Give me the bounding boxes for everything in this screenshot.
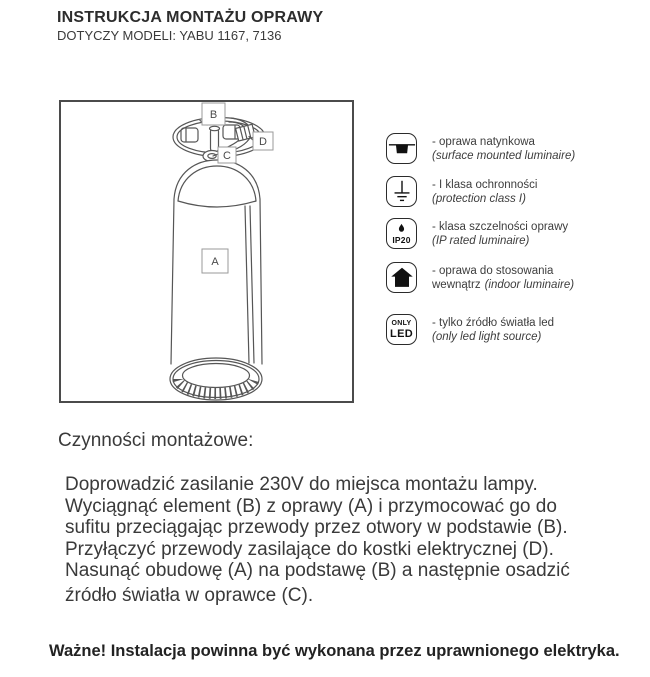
- svg-text:B: B: [209, 109, 218, 121]
- ip20-badge: IP20: [392, 234, 411, 245]
- feature-label-pl: - oprawa do stosowania: [432, 265, 554, 277]
- diagram-label-b: [200, 103, 225, 125]
- diagram-label-a: [202, 249, 228, 273]
- section-heading: Czynności montażowe:: [58, 430, 254, 451]
- surface-mounted-icon: [386, 133, 417, 164]
- feature-label-en: (indoor luminaire): [484, 278, 575, 291]
- bottom-ring: [170, 358, 262, 400]
- feature-label-en: (protection class I): [432, 192, 526, 205]
- ip20-icon: [386, 218, 417, 249]
- instruction-line: źródło światła w oprawce (C).: [65, 584, 314, 606]
- protection-class-1-icon: [386, 176, 417, 207]
- svg-text:A: A: [211, 256, 219, 268]
- instruction-line: Przyłączyć przewody zasilające do kostki elektrycznej (D).: [65, 538, 554, 560]
- instruction-text: [65, 474, 570, 606]
- feature-label-en: (surface mounted luminaire): [432, 149, 576, 162]
- feature-surface-mounted: [386, 133, 575, 164]
- installation-diagram: [59, 100, 354, 403]
- instruction-line: Nasunąć obudowę (A) na podstawę (B) a następnie osadzić: [65, 560, 570, 581]
- feature-label-en: (IP rated luminaire): [432, 234, 530, 247]
- feature-label-pl: - oprawa natynkowa: [432, 136, 535, 148]
- svg-text:D: D: [259, 136, 267, 148]
- feature-indoor-use: [386, 262, 574, 293]
- page-subtitle: DOTYCZY MODELI: YABU 1167, 7136: [57, 28, 282, 43]
- diagram-label-d: [249, 132, 273, 150]
- instruction-line: Wyciągnąć element (B) z oprawy (A) i przymocować go do: [65, 495, 557, 517]
- svg-text:C: C: [223, 150, 231, 162]
- indoor-use-icon: [386, 262, 417, 293]
- warning-text: Ważne! Instalacja powinna być wykonana przez uprawnionego elektryka.: [49, 642, 620, 660]
- only-label: ONLY: [391, 319, 412, 327]
- instruction-line: sufitu przeciągając przewody przez otwory w podstawie (B).: [65, 517, 568, 538]
- page-title: INSTRUKCJA MONTAŻU OPRAWY: [57, 9, 324, 26]
- feature-label-pl: - I klasa ochronności: [432, 179, 538, 191]
- feature-label-pl: - klasa szczelności oprawy: [432, 221, 569, 233]
- luminaire-drawing: [61, 102, 352, 401]
- feature-label-pl: - tylko źródło światła led: [432, 317, 555, 329]
- feature-ip-rating: [386, 218, 568, 249]
- feature-led-only: [386, 314, 554, 345]
- feature-label-pl2: wewnątrz (indoor luminaire): [432, 278, 575, 291]
- feature-protection-class: [386, 176, 537, 207]
- led-label: LED: [390, 327, 413, 340]
- feature-label-en: (only led light source): [432, 330, 542, 343]
- instruction-line: Doprowadzić zasilanie 230V do miejsca montażu lampy.: [65, 474, 538, 495]
- led-only-icon: [386, 314, 417, 345]
